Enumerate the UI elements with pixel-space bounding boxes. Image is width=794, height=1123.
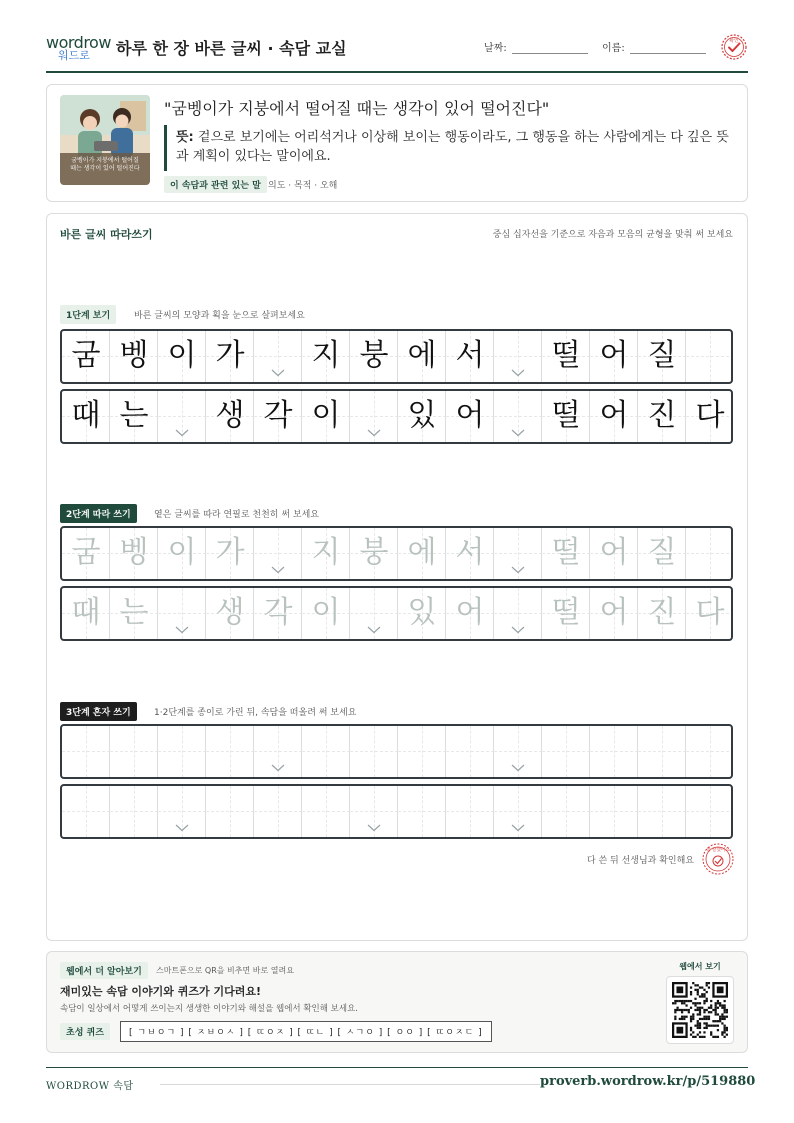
footer-brand: WORDROW 속담	[46, 1081, 134, 1092]
writing-cell[interactable]	[638, 786, 686, 837]
qr-label: 웹에서 보기	[679, 962, 721, 971]
cell-char: 어	[455, 595, 485, 630]
cell-char: 질	[647, 338, 677, 373]
page-title: 하루 한 장 바른 글씨 · 속담 교실	[116, 39, 347, 58]
space-cell[interactable]	[494, 786, 542, 837]
writing-cell[interactable]	[398, 588, 446, 639]
writing-cell	[398, 391, 446, 442]
cell-char: 이	[311, 398, 341, 433]
cell-char: 이	[167, 535, 197, 570]
space-mark-icon	[175, 429, 189, 437]
space-mark-icon	[511, 429, 525, 437]
qr-code[interactable]	[666, 976, 734, 1044]
cell-char: 각	[263, 595, 293, 630]
name-label: 이름:	[602, 43, 625, 54]
writing-cell	[446, 331, 494, 382]
writing-cell[interactable]	[398, 528, 446, 579]
writing-cell	[446, 391, 494, 442]
writing-cell	[62, 331, 110, 382]
meaning-accent-bar	[164, 125, 167, 171]
space-cell	[494, 331, 542, 382]
space-cell[interactable]	[494, 588, 542, 639]
writing-cell[interactable]	[158, 726, 206, 777]
writing-cell[interactable]	[302, 726, 350, 777]
space-mark-icon	[511, 764, 525, 772]
cell-char: 어	[599, 595, 629, 630]
illustration-caption: 굼벵이가 지붕에서 떨어질 때는 생각이 있어 떨어진다	[70, 157, 140, 172]
good-job-stamp-label: 참 잘했어요	[706, 848, 730, 853]
cell-char: 생	[215, 595, 245, 630]
cell-char: 다	[695, 595, 725, 630]
cell-char: 있	[407, 398, 437, 433]
cell-char: 떨	[551, 535, 581, 570]
cell-char: 붕	[359, 535, 389, 570]
writing-cell[interactable]	[638, 528, 686, 579]
space-cell	[494, 391, 542, 442]
cell-char: 가	[215, 535, 245, 570]
cell-char: 서	[455, 535, 485, 570]
cell-char: 붕	[359, 338, 389, 373]
proverb-illustration	[60, 95, 150, 185]
writing-cell[interactable]	[638, 588, 686, 639]
cell-char: 생	[215, 398, 245, 433]
writing-cell[interactable]	[302, 528, 350, 579]
writing-cell[interactable]	[398, 726, 446, 777]
good-job-stamp-icon	[702, 843, 734, 875]
space-mark-icon	[367, 626, 381, 634]
web-desc: 속담이 일상에서 어떻게 쓰이는지 생생한 이야기와 해설을 웹에서 확인해 보세요.	[60, 1004, 358, 1014]
space-cell[interactable]	[494, 726, 542, 777]
writing-cell[interactable]	[110, 588, 158, 639]
footer-line	[160, 1084, 540, 1085]
writing-cell	[302, 331, 350, 382]
writing-cell	[206, 391, 254, 442]
space-cell[interactable]	[494, 528, 542, 579]
writing-cell[interactable]	[446, 786, 494, 837]
qr-code-icon	[672, 982, 728, 1038]
writing-cell[interactable]	[398, 786, 446, 837]
writing-cell	[206, 331, 254, 382]
footer-divider	[46, 1067, 748, 1068]
date-label: 날짜:	[484, 43, 507, 54]
space-cell[interactable]	[158, 786, 206, 837]
step1-row1	[60, 329, 733, 384]
cell-char: 서	[455, 338, 485, 373]
space-mark-icon	[511, 566, 525, 574]
writing-cell	[590, 391, 638, 442]
cell-char: 때	[71, 398, 101, 433]
step1-tag: 1단계 보기	[60, 305, 116, 324]
writing-cell[interactable]	[302, 786, 350, 837]
space-mark-icon	[511, 824, 525, 832]
space-mark-icon	[271, 369, 285, 377]
space-cell[interactable]	[254, 528, 302, 579]
step1-row2	[60, 389, 733, 444]
writing-cell[interactable]	[686, 588, 733, 639]
check-stamp-icon	[721, 34, 747, 60]
writing-cell	[158, 331, 206, 382]
space-cell[interactable]	[158, 588, 206, 639]
logo-text: wordrow	[46, 33, 111, 52]
cell-char: 이	[167, 338, 197, 373]
space-mark-icon	[175, 824, 189, 832]
header-divider	[46, 71, 748, 73]
writing-cell	[638, 331, 686, 382]
cell-char: 어	[599, 535, 629, 570]
cell-char: 이	[311, 595, 341, 630]
writing-cell[interactable]	[206, 786, 254, 837]
proverb-text: "굼벵이가 지붕에서 떨어질 때는 생각이 있어 떨어진다"	[164, 99, 550, 118]
space-cell[interactable]	[254, 726, 302, 777]
step2-tag: 2단계 따라 쓰기	[60, 504, 137, 523]
writing-cell	[302, 391, 350, 442]
space-cell	[254, 331, 302, 382]
cell-char: 에	[407, 338, 437, 373]
cell-char: 어	[599, 398, 629, 433]
writing-cell[interactable]	[350, 726, 398, 777]
space-cell[interactable]	[686, 528, 733, 579]
cell-char: 떨	[551, 595, 581, 630]
writing-cell	[254, 391, 302, 442]
step3-tag: 3단계 혼자 쓰기	[60, 702, 137, 721]
writing-cell	[686, 391, 733, 442]
space-mark-icon	[271, 764, 285, 772]
writing-cell	[350, 331, 398, 382]
writing-cell[interactable]	[62, 528, 110, 579]
cell-char: 굼	[71, 338, 101, 373]
writing-cell[interactable]	[206, 588, 254, 639]
writing-cell	[590, 331, 638, 382]
writing-cell[interactable]	[590, 528, 638, 579]
cell-char: 떨	[551, 398, 581, 433]
meaning-label: 뜻:	[176, 130, 194, 145]
writing-cell[interactable]	[638, 726, 686, 777]
writing-cell[interactable]	[590, 726, 638, 777]
related-words: 의도 · 목적 · 오해	[268, 181, 338, 191]
writing-cell[interactable]	[686, 786, 733, 837]
cell-char: 어	[599, 338, 629, 373]
footer-url[interactable]: proverb.wordrow.kr/p/519880	[540, 1074, 756, 1089]
cell-char: 질	[647, 535, 677, 570]
qr-hint: 스마트폰으로 QR을 비추면 바로 열려요	[156, 966, 294, 975]
cell-char: 진	[647, 398, 677, 433]
practice-hint: 중심 십자선을 기준으로 자음과 모음의 균형을 맞춰 써 보세요	[492, 230, 733, 240]
cell-char: 때	[71, 595, 101, 630]
logo-subtext: 워드로	[58, 49, 90, 62]
writing-cell[interactable]	[542, 786, 590, 837]
writing-cell[interactable]	[62, 786, 110, 837]
writing-cell[interactable]	[254, 786, 302, 837]
writing-cell	[542, 391, 590, 442]
cell-char: 떨	[551, 338, 581, 373]
cell-char: 벵	[119, 338, 149, 373]
related-words-tag: 이 속담과 관련 있는 말	[164, 176, 267, 193]
writing-cell[interactable]	[302, 588, 350, 639]
writing-cell[interactable]	[206, 726, 254, 777]
writing-cell	[110, 331, 158, 382]
web-headline: 재미있는 속담 이야기와 퀴즈가 기다려요!	[60, 985, 261, 998]
step2-desc: 옅은 글씨를 따라 연필로 천천히 써 보세요	[154, 510, 319, 520]
cell-char: 있	[407, 595, 437, 630]
writing-cell[interactable]	[254, 588, 302, 639]
writing-cell[interactable]	[110, 528, 158, 579]
cell-char: 각	[263, 398, 293, 433]
space-cell[interactable]	[686, 726, 733, 777]
web-more-tag: 웹에서 더 알아보기	[60, 962, 148, 979]
space-mark-icon	[175, 626, 189, 634]
writing-cell[interactable]	[62, 726, 110, 777]
writing-cell[interactable]	[110, 726, 158, 777]
cell-char: 는	[119, 398, 149, 433]
cell-char: 어	[455, 398, 485, 433]
space-mark-icon	[271, 566, 285, 574]
name-field[interactable]	[630, 40, 706, 54]
meaning-text: 겉으로 보기에는 어리석거나 이상해 보이는 행동이라도, 그 행동을 하는 사람에게는 다 깊은 뜻과 계획이 있다는 말이에요.	[176, 130, 729, 164]
writing-cell	[542, 331, 590, 382]
cell-char: 진	[647, 595, 677, 630]
writing-cell	[398, 331, 446, 382]
step3-row1[interactable]	[60, 724, 733, 779]
step2-row1[interactable]	[60, 526, 733, 581]
writing-cell	[638, 391, 686, 442]
writing-cell[interactable]	[542, 726, 590, 777]
cell-char: 굼	[71, 535, 101, 570]
practice-title: 바른 글씨 따라쓰기	[60, 228, 153, 241]
writing-cell[interactable]	[446, 726, 494, 777]
cell-char: 가	[215, 338, 245, 373]
wordrow-logo	[46, 33, 111, 64]
writing-cell[interactable]	[206, 528, 254, 579]
proverb-meaning	[176, 128, 736, 166]
space-cell[interactable]	[350, 786, 398, 837]
cell-char: 지	[311, 338, 341, 373]
space-cell[interactable]	[350, 588, 398, 639]
space-mark-icon	[367, 824, 381, 832]
quiz-label: 초성 퀴즈	[60, 1023, 110, 1040]
space-cell	[158, 391, 206, 442]
cell-char: 벵	[119, 535, 149, 570]
step2-row2[interactable]	[60, 586, 733, 641]
writing-cell[interactable]	[110, 786, 158, 837]
space-mark-icon	[511, 626, 525, 634]
writing-cell[interactable]	[350, 528, 398, 579]
writing-cell[interactable]	[542, 588, 590, 639]
date-field[interactable]	[512, 40, 588, 54]
writing-cell[interactable]	[590, 588, 638, 639]
writing-cell[interactable]	[62, 588, 110, 639]
writing-cell[interactable]	[446, 588, 494, 639]
check-stamp-label: 확인	[729, 38, 739, 44]
space-cell	[686, 331, 733, 382]
teacher-note: 다 쓴 뒤 선생님과 확인해요	[586, 856, 694, 866]
cell-char: 지	[311, 535, 341, 570]
writing-cell	[62, 391, 110, 442]
writing-cell[interactable]	[158, 528, 206, 579]
writing-cell	[110, 391, 158, 442]
step3-row2[interactable]	[60, 784, 733, 839]
writing-cell[interactable]	[542, 528, 590, 579]
writing-cell[interactable]	[590, 786, 638, 837]
space-cell	[350, 391, 398, 442]
chosung-quiz: [ ㄱㅂㅇㄱ ] [ ㅈㅂㅇㅅ ] [ ㄸㅇㅈ ] [ ㄸㄴ ] [ ㅅㄱㅇ ] [ ㅇㅇ ] [ ㄸㅇㅈㄷ ]	[120, 1021, 492, 1042]
space-mark-icon	[367, 429, 381, 437]
cell-char: 다	[695, 398, 725, 433]
writing-cell[interactable]	[446, 528, 494, 579]
step3-desc: 1·2단계를 종이로 가린 뒤, 속담을 떠올려 써 보세요	[154, 708, 357, 718]
space-mark-icon	[511, 369, 525, 377]
cell-char: 에	[407, 535, 437, 570]
cell-char: 는	[119, 595, 149, 630]
step1-desc: 바른 글씨의 모양과 획을 눈으로 살펴보세요	[134, 311, 305, 321]
